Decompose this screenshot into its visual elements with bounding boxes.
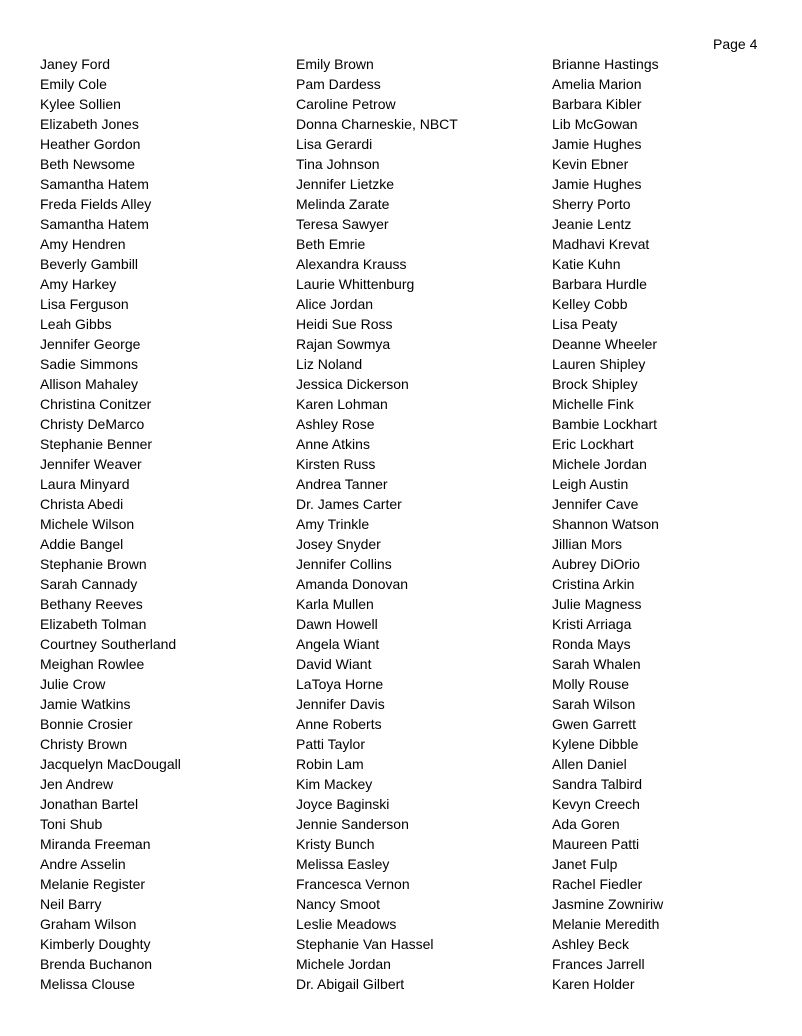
list-item: Karen Lohman — [296, 396, 388, 412]
name-column-1 — [40, 54, 181, 994]
list-item: Sherry Porto — [552, 196, 631, 212]
list-item: Jeanie Lentz — [552, 216, 632, 232]
list-item: Rajan Sowmya — [296, 336, 391, 352]
list-item: Teresa Sawyer — [296, 216, 389, 232]
list-item: Beth Emrie — [296, 236, 366, 252]
list-item: Molly Rouse — [552, 676, 630, 692]
list-item: Beth Newsome — [40, 156, 135, 172]
list-item: Sarah Whalen — [552, 656, 641, 672]
name-column-2 — [296, 54, 458, 994]
list-item: Amy Trinkle — [296, 516, 370, 532]
list-item: Alice Jordan — [296, 296, 374, 312]
list-item: Christy Brown — [40, 736, 128, 752]
list-item: Melissa Easley — [296, 856, 390, 872]
list-item: Lauren Shipley — [552, 356, 646, 372]
list-item: Julie Crow — [40, 676, 106, 692]
list-item: Samantha Hatem — [40, 176, 149, 192]
list-item: Kirsten Russ — [296, 456, 376, 472]
list-item: Dr. James Carter — [296, 496, 402, 512]
list-item: LaToya Horne — [296, 676, 384, 692]
list-item: Rachel Fiedler — [552, 876, 643, 892]
list-item: Amy Harkey — [40, 276, 117, 292]
list-item: Heidi Sue Ross — [296, 316, 393, 332]
list-item: Meighan Rowlee — [40, 656, 145, 672]
list-item: Sarah Cannady — [40, 576, 138, 592]
list-item: Sandra Talbird — [552, 776, 643, 792]
list-item: Jennifer Cave — [552, 496, 639, 512]
list-item: Sadie Simmons — [40, 356, 139, 372]
list-item: Addie Bangel — [40, 536, 124, 552]
list-item: Jennifer Lietzke — [296, 176, 395, 192]
list-item: Leslie Meadows — [296, 916, 397, 932]
list-item: Karla Mullen — [296, 596, 374, 612]
list-item: Dawn Howell — [296, 616, 378, 632]
list-item: Brock Shipley — [552, 376, 638, 392]
list-item: Anne Roberts — [296, 716, 382, 732]
list-item: Jonathan Bartel — [40, 796, 139, 812]
list-item: Neil Barry — [40, 896, 102, 912]
list-item: Kylene Dibble — [552, 736, 639, 752]
list-item: Kevin Ebner — [552, 156, 629, 172]
list-item: Michele Jordan — [552, 456, 647, 472]
list-item: Dr. Abigail Gilbert — [296, 976, 405, 992]
list-item: Eric Lockhart — [552, 436, 634, 452]
list-item: Michele Wilson — [40, 516, 135, 532]
list-item: Toni Shub — [40, 816, 103, 832]
list-item: Jacquelyn MacDougall — [40, 756, 181, 772]
list-item: Bonnie Crosier — [40, 716, 133, 732]
list-item: Kristy Bunch — [296, 836, 375, 852]
list-item: Nancy Smoot — [296, 896, 381, 912]
list-item: Frances Jarrell — [552, 956, 645, 972]
list-item: Angela Wiant — [296, 636, 380, 652]
list-item: Stephanie Benner — [40, 436, 153, 452]
list-item: Jen Andrew — [40, 776, 114, 792]
list-item: Ronda Mays — [552, 636, 631, 652]
list-item: Samantha Hatem — [40, 216, 149, 232]
list-item: Freda Fields Alley — [40, 196, 152, 212]
list-item: Lisa Gerardi — [296, 136, 373, 152]
list-item: Karen Holder — [552, 976, 635, 992]
list-item: Caroline Petrow — [296, 96, 396, 112]
list-item: Kevyn Creech — [552, 796, 640, 812]
list-item: Michelle Fink — [552, 396, 634, 412]
list-item: Andrea Tanner — [296, 476, 388, 492]
list-item: Heather Gordon — [40, 136, 141, 152]
list-item: Emily Brown — [296, 56, 374, 72]
list-item: Jasmine Zowniriw — [552, 896, 664, 912]
list-item: Brenda Buchanon — [40, 956, 153, 972]
list-item: Tina Johnson — [296, 156, 380, 172]
list-item: Stephanie Van Hassel — [296, 936, 434, 952]
list-item: Joyce Baginski — [296, 796, 390, 812]
list-item: Bethany Reeves — [40, 596, 143, 612]
list-item: Lib McGowan — [552, 116, 638, 132]
list-item: Melanie Register — [40, 876, 146, 892]
list-item: Patti Taylor — [296, 736, 365, 752]
list-item: Deanne Wheeler — [552, 336, 658, 352]
list-item: Jillian Mors — [552, 536, 623, 552]
list-item: Laurie Whittenburg — [296, 276, 415, 292]
list-item: Liz Noland — [296, 356, 363, 372]
list-item: Gwen Garrett — [552, 716, 637, 732]
list-item: Anne Atkins — [296, 436, 370, 452]
list-item: Elizabeth Tolman — [40, 616, 147, 632]
list-item: Amelia Marion — [552, 76, 642, 92]
list-item: Ashley Rose — [296, 416, 375, 432]
list-item: Allen Daniel — [552, 756, 627, 772]
list-item: Leah Gibbs — [40, 316, 112, 332]
list-item: Andre Asselin — [40, 856, 126, 872]
list-item: Lisa Ferguson — [40, 296, 129, 312]
list-item: Melinda Zarate — [296, 196, 390, 212]
page-number: Page 4 — [713, 36, 758, 52]
list-item: Ada Goren — [552, 816, 620, 832]
list-item: Josey Snyder — [296, 536, 381, 552]
list-item: Lisa Peaty — [552, 316, 618, 332]
list-item: Christina Conitzer — [40, 396, 152, 412]
list-item: Jennifer George — [40, 336, 141, 352]
list-item: Beverly Gambill — [40, 256, 139, 272]
list-item: Donna Charneskie, NBCT — [296, 116, 458, 132]
list-item: Julie Magness — [552, 596, 642, 612]
list-item: Katie Kuhn — [552, 256, 621, 272]
list-item: Kelley Cobb — [552, 296, 628, 312]
list-item: Laura Minyard — [40, 476, 130, 492]
list-item: Brianne Hastings — [552, 56, 659, 72]
list-item: Madhavi Krevat — [552, 236, 650, 252]
name-column-3 — [552, 54, 663, 994]
list-item: Jamie Hughes — [552, 176, 642, 192]
list-item: Barbara Kibler — [552, 96, 642, 112]
list-item: Jennifer Davis — [296, 696, 385, 712]
list-item: Jennifer Weaver — [40, 456, 142, 472]
list-item: Christa Abedi — [40, 496, 124, 512]
list-item: Courtney Southerland — [40, 636, 177, 652]
list-item: Cristina Arkin — [552, 576, 635, 592]
list-item: Jamie Watkins — [40, 696, 131, 712]
list-item: Emily Cole — [40, 76, 107, 92]
list-item: Barbara Hurdle — [552, 276, 647, 292]
list-item: Sarah Wilson — [552, 696, 636, 712]
list-item: Aubrey DiOrio — [552, 556, 640, 572]
list-item: Melanie Meredith — [552, 916, 660, 932]
list-item: Pam Dardess — [296, 76, 381, 92]
list-item: Jamie Hughes — [552, 136, 642, 152]
list-item: Kristi Arriaga — [552, 616, 632, 632]
list-item: Francesca Vernon — [296, 876, 410, 892]
list-item: Alexandra Krauss — [296, 256, 407, 272]
list-item: Leigh Austin — [552, 476, 629, 492]
list-item: Jessica Dickerson — [296, 376, 409, 392]
list-item: Kim Mackey — [296, 776, 373, 792]
list-item: Bambie Lockhart — [552, 416, 658, 432]
list-item: Elizabeth Jones — [40, 116, 139, 132]
list-item: Christy DeMarco — [40, 416, 145, 432]
list-item: Kimberly Doughty — [40, 936, 151, 952]
list-item: Melissa Clouse — [40, 976, 135, 992]
list-item: Shannon Watson — [552, 516, 659, 532]
list-item: Michele Jordan — [296, 956, 391, 972]
list-item: David Wiant — [296, 656, 372, 672]
list-item: Ashley Beck — [552, 936, 630, 952]
list-item: Kylee Sollien — [40, 96, 121, 112]
list-item: Jennie Sanderson — [296, 816, 409, 832]
list-item: Robin Lam — [296, 756, 364, 772]
list-item: Amanda Donovan — [296, 576, 409, 592]
list-item: Janet Fulp — [552, 856, 618, 872]
list-item: Maureen Patti — [552, 836, 640, 852]
list-item: Amy Hendren — [40, 236, 126, 252]
list-item: Miranda Freeman — [40, 836, 151, 852]
list-item: Allison Mahaley — [40, 376, 139, 392]
list-item: Janey Ford — [40, 56, 111, 72]
list-item: Jennifer Collins — [296, 556, 392, 572]
list-item: Graham Wilson — [40, 916, 137, 932]
list-item: Stephanie Brown — [40, 556, 147, 572]
